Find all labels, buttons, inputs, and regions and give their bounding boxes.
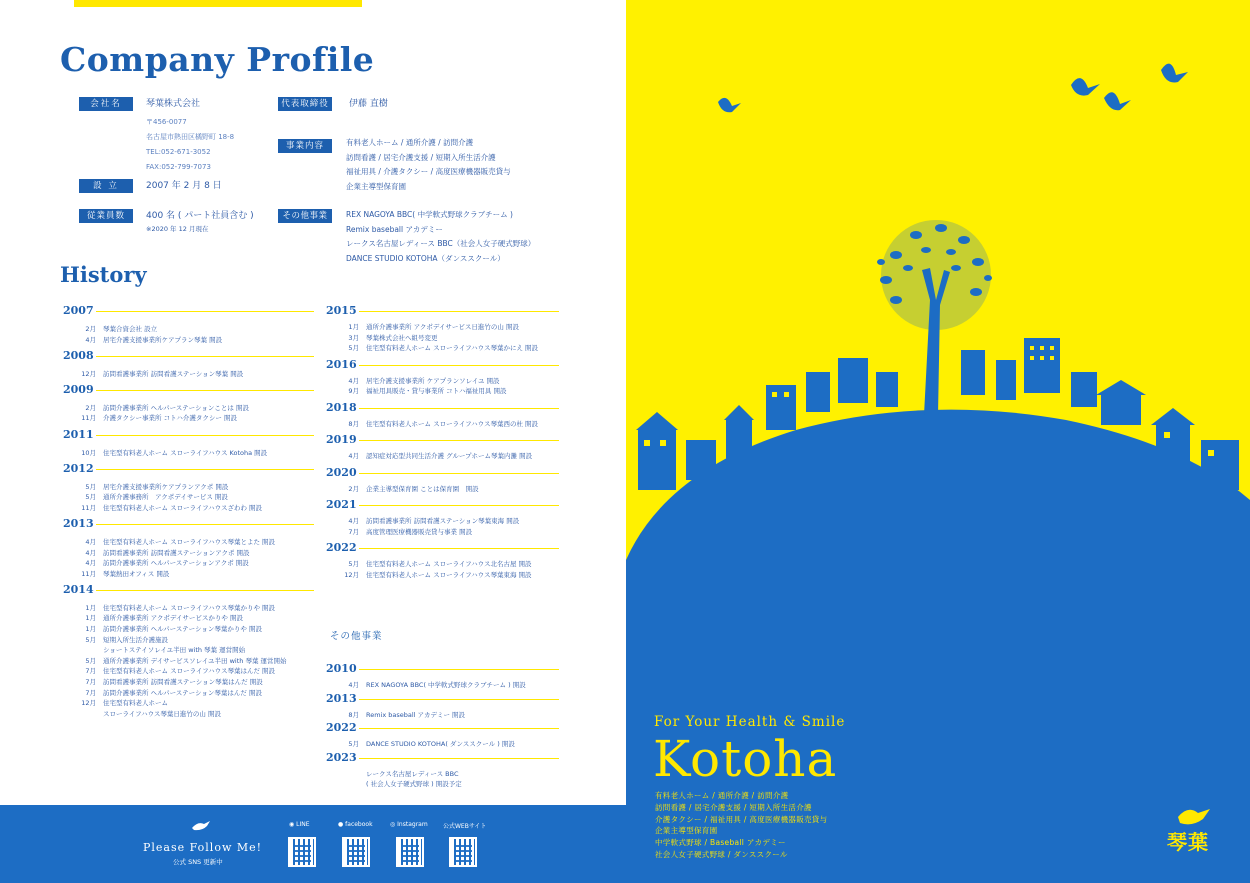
timeline-event bbox=[80, 677, 263, 686]
event-text: 高度管理医療機器販売貸与事業 開設 bbox=[366, 527, 473, 536]
timeline-event bbox=[80, 709, 221, 718]
event-text: 訪問介護事業所 ヘルパーステーション琴葉かりや 開設 bbox=[103, 625, 262, 633]
sns-footer bbox=[0, 805, 626, 883]
timeline-year: 2020 bbox=[326, 465, 357, 479]
timeline-divider bbox=[359, 365, 559, 366]
timeline-event bbox=[80, 624, 262, 633]
instagram-qr-code[interactable] bbox=[396, 837, 424, 867]
timeline-event bbox=[80, 603, 275, 612]
website-link[interactable]: 公式WEBサイト bbox=[443, 823, 487, 830]
event-month: 4月 bbox=[85, 335, 96, 344]
event-month: 5月 bbox=[85, 635, 96, 644]
event-text: 居宅介護支援事業所ケアプラン琴葉 開設 bbox=[103, 335, 223, 344]
timeline-divider bbox=[96, 356, 314, 357]
services-list bbox=[655, 790, 827, 861]
event-text: 住宅型有料老人ホーム スローライフハウス琴葉はんだ 開設 bbox=[103, 667, 276, 676]
event-text: 住宅型有料老人ホーム スローライフハウス琴葉かにえ 開設 bbox=[366, 344, 539, 352]
timeline-event bbox=[343, 527, 472, 536]
timeline-divider bbox=[96, 390, 314, 391]
timeline-year: 2009 bbox=[63, 382, 94, 396]
timeline-event bbox=[80, 503, 262, 512]
event-text: 居宅介護支援事業所 ケアプランソレイユ 開設 bbox=[366, 376, 500, 385]
timeline-divider bbox=[359, 758, 559, 759]
timeline-year: 2007 bbox=[63, 304, 94, 317]
event-text: 住宅型有料老人ホーム スローライフハウス琴葉かりや 開設 bbox=[103, 603, 276, 612]
event-text: Remix baseball アカデミー 開設 bbox=[366, 710, 466, 719]
timeline-event bbox=[80, 558, 249, 567]
timeline-divider bbox=[359, 408, 559, 409]
event-month: 5月 bbox=[85, 656, 96, 665]
event-month: 1月 bbox=[85, 625, 96, 633]
timeline-event bbox=[80, 335, 222, 344]
timeline-event bbox=[343, 376, 500, 385]
timeline-event bbox=[343, 322, 519, 331]
timeline-event bbox=[343, 710, 465, 719]
timeline-event bbox=[343, 516, 519, 525]
timeline-divider bbox=[96, 435, 314, 436]
timeline-event bbox=[80, 666, 275, 675]
timeline-year: 2023 bbox=[326, 750, 357, 764]
event-text: 介護タクシー事業所 コトハ介護タクシー 開設 bbox=[103, 414, 238, 423]
event-text: 琴葉熱田オフィス 開設 bbox=[103, 569, 170, 578]
instagram-icon: ◎ bbox=[390, 821, 398, 828]
other-business-list bbox=[346, 208, 535, 267]
event-text: 通所介護事業所 デイサービスソレイユ半田 with 琴葉 運営開始 bbox=[103, 656, 287, 665]
service-item: 社会人女子硬式野球 / ダンススクール bbox=[655, 849, 788, 859]
event-text: 短期入所生活介護施設 bbox=[103, 635, 168, 644]
event-text: REX NAGOYA BBC( 中学軟式野球クラブチーム ) 開設 bbox=[366, 681, 526, 689]
timeline-event bbox=[343, 570, 532, 579]
business-list bbox=[346, 136, 511, 195]
event-month: 4月 bbox=[348, 681, 359, 689]
timeline-year: 2014 bbox=[63, 582, 94, 596]
employees-note: ※2020 年 12 月現在 bbox=[146, 225, 209, 233]
timeline-event bbox=[80, 548, 250, 557]
timeline-year: 2013 bbox=[326, 691, 357, 705]
company-label: 会社名 bbox=[79, 97, 133, 111]
event-text: レークス名古屋レディース BBC bbox=[366, 769, 459, 778]
timeline-event bbox=[343, 559, 532, 568]
timeline-year: 2019 bbox=[326, 433, 357, 446]
timeline-event bbox=[343, 779, 462, 788]
event-text: 住宅型有料老人ホーム スローライフハウス琴葉東海 開設 bbox=[366, 570, 532, 579]
event-month: 12月 bbox=[81, 369, 96, 378]
timeline-divider bbox=[359, 473, 559, 474]
event-text: 訪問看護事業所 訪問看護ステーション琴葉東海 開設 bbox=[366, 517, 520, 525]
event-month: 4月 bbox=[348, 452, 359, 460]
event-month: 5月 bbox=[348, 560, 359, 568]
timeline-divider bbox=[96, 311, 314, 312]
facebook-qr-code[interactable] bbox=[342, 837, 370, 867]
service-item: 企業主導型保育園 bbox=[655, 826, 718, 836]
timeline-event bbox=[80, 656, 287, 665]
other-business-item: レークス名古屋レディース BBC（社会人女子硬式野球） bbox=[346, 239, 536, 249]
event-month: 10月 bbox=[81, 448, 96, 457]
event-text: 訪問看護事業所 訪問看護ステーション琴葉はんだ 開設 bbox=[103, 678, 263, 686]
timeline-event bbox=[80, 492, 228, 501]
history-title: History bbox=[60, 262, 147, 287]
other-business-label: その他事業 bbox=[278, 209, 332, 223]
event-month: 8月 bbox=[348, 419, 359, 428]
timeline-event bbox=[343, 680, 526, 689]
timeline-event bbox=[80, 645, 245, 654]
brand-name: Kotoha bbox=[653, 730, 838, 788]
timeline-divider bbox=[359, 699, 559, 700]
other-business-item: REX NAGOYA BBC( 中学軟式野球クラブチーム ) bbox=[346, 210, 513, 219]
event-month: 4月 bbox=[85, 537, 96, 546]
event-text: 訪問介護事業所 ヘルパーステーションことは 開設 bbox=[103, 403, 249, 412]
event-text: DANCE STUDIO KOTOHA( ダンススクール ) 開設 bbox=[366, 740, 515, 749]
event-month: 11月 bbox=[81, 569, 96, 578]
event-text: 通所介護事業所 アクポデイサービス日進竹の山 開設 bbox=[366, 323, 519, 331]
event-text: 訪問看護事業所 訪問看護ステーションアクポ 開設 bbox=[103, 548, 250, 557]
event-text: 居宅介護支援事業所ケアプランアクポ 開設 bbox=[103, 482, 229, 491]
timeline-divider bbox=[359, 440, 559, 441]
other-business-item: Remix baseball アカデミー bbox=[346, 224, 443, 234]
address: 名古屋市熱田区橘野町 18-8 bbox=[146, 133, 235, 141]
timeline-event bbox=[80, 688, 262, 697]
event-text: 通所介護事務所 アクポデイサービス 開設 bbox=[103, 493, 228, 502]
event-month: 7月 bbox=[85, 678, 96, 686]
address-block bbox=[146, 115, 234, 175]
event-text: 琴葉合資会社 設立 bbox=[103, 325, 158, 333]
event-month: 12月 bbox=[81, 699, 96, 708]
business-item: 福祉用具 / 介護タクシー / 高度医療機器販売貸与 bbox=[346, 167, 511, 177]
timeline-year: 2018 bbox=[326, 400, 357, 414]
right-page bbox=[626, 0, 1250, 883]
timeline-event bbox=[80, 537, 275, 546]
ceo-label: 代表取締役 bbox=[278, 97, 332, 111]
event-month: 5月 bbox=[348, 740, 359, 749]
event-text: 住宅型有料老人ホーム スローライフハウスざわわ 開設 bbox=[103, 503, 263, 512]
event-month: 5月 bbox=[85, 493, 96, 502]
timeline-year: 2013 bbox=[63, 516, 94, 530]
timeline-year: 2021 bbox=[326, 498, 357, 511]
service-item: 介護タクシー / 福祉用具 / 高度医療機器販売貸与 bbox=[655, 814, 828, 824]
timeline-divider bbox=[359, 548, 559, 549]
timeline-event bbox=[80, 369, 243, 378]
timeline-event bbox=[343, 769, 459, 778]
facebook-link[interactable]: ● facebook bbox=[338, 821, 373, 828]
follow-subtext: 公式 SNS 更新中 bbox=[173, 858, 223, 866]
event-text: 住宅型有料老人ホーム スローライフハウス北名古屋 開設 bbox=[366, 560, 532, 568]
line-link[interactable]: ◉ LINE bbox=[289, 821, 310, 828]
timeline-event bbox=[80, 448, 267, 457]
timeline-year: 2015 bbox=[326, 304, 357, 317]
timeline-event bbox=[80, 635, 168, 644]
timeline-event bbox=[80, 403, 249, 412]
event-text: 住宅型有料老人ホーム スローライフハウス Kotoha 開設 bbox=[103, 448, 268, 457]
timeline-event bbox=[80, 413, 237, 422]
timeline-event bbox=[343, 343, 538, 352]
website-qr-code[interactable] bbox=[449, 837, 477, 867]
event-month: 7月 bbox=[85, 667, 96, 676]
event-month: 2月 bbox=[348, 484, 359, 493]
event-month: 1月 bbox=[85, 603, 96, 612]
event-month: 9月 bbox=[348, 387, 359, 395]
event-month: 4月 bbox=[85, 559, 96, 568]
event-month: 2月 bbox=[85, 325, 96, 333]
line-icon: ◉ bbox=[289, 821, 297, 828]
timeline-event bbox=[80, 613, 243, 622]
event-month: 4月 bbox=[348, 376, 359, 385]
other-history-title: その他事業 bbox=[330, 631, 383, 642]
timeline-event bbox=[80, 569, 169, 578]
service-item: 有料老人ホーム / 通所介護 / 訪問介護 bbox=[655, 791, 789, 800]
event-month: 3月 bbox=[348, 333, 359, 342]
event-month: 11月 bbox=[81, 503, 96, 512]
event-text: 訪問介護事業所 ヘルパーステーションアクポ 開設 bbox=[103, 559, 249, 568]
event-text: 住宅型有料老人ホーム スローライフハウス琴葉とよた 開設 bbox=[103, 537, 276, 546]
timeline-year: 2008 bbox=[63, 348, 94, 362]
timeline-year: 2010 bbox=[326, 662, 357, 675]
timeline-divider bbox=[96, 524, 314, 525]
timeline-year: 2012 bbox=[63, 461, 94, 475]
page-title: Company Profile bbox=[60, 40, 375, 79]
timeline-event bbox=[343, 333, 438, 342]
tagline: For Your Health & Smile bbox=[654, 714, 846, 730]
bird-icon bbox=[190, 819, 212, 833]
company-name: 琴葉株式会社 bbox=[146, 99, 201, 109]
business-item: 有料老人ホーム / 通所介護 / 訪問介護 bbox=[346, 138, 474, 147]
event-month: 7月 bbox=[348, 527, 359, 536]
event-month: 8月 bbox=[348, 710, 359, 719]
timeline-year: 2011 bbox=[63, 427, 94, 441]
business-item: 訪問看護 / 居宅介護支援 / 短期入所生活介護 bbox=[346, 152, 496, 162]
timeline-divider bbox=[359, 505, 559, 506]
timeline-year: 2022 bbox=[326, 721, 357, 735]
event-month: 1月 bbox=[348, 323, 359, 331]
event-text: 認知症対応型共同生活介護 グループホーム琴葉内灘 開設 bbox=[366, 452, 533, 460]
event-text: スローライフハウス琴葉日進竹の山 開設 bbox=[103, 709, 221, 718]
timeline-event bbox=[343, 739, 515, 748]
postal-code: 〒456-0077 bbox=[146, 118, 187, 126]
timeline-divider bbox=[359, 311, 559, 312]
event-month: 5月 bbox=[85, 482, 96, 491]
event-month: 7月 bbox=[85, 688, 96, 697]
service-item: 中学軟式野球 / Baseball アカデミー bbox=[655, 838, 786, 848]
ceo-name: 伊藤 直樹 bbox=[349, 99, 388, 109]
service-item: 訪問看護 / 居宅介護支援 / 短期入所生活介護 bbox=[655, 802, 812, 812]
timeline-event bbox=[80, 698, 168, 707]
instagram-link[interactable]: ◎ Instagram bbox=[390, 821, 428, 828]
event-month: 1月 bbox=[85, 614, 96, 623]
event-text: 通所介護事業所 アクポデイサービスかりや 開設 bbox=[103, 614, 243, 623]
event-text: 琴葉株式会社へ組号変更 bbox=[366, 333, 438, 342]
event-month: 5月 bbox=[348, 344, 359, 352]
event-text: 訪問看護事業所 訪問看護ステーション琴葉 開設 bbox=[103, 369, 244, 378]
event-month: 4月 bbox=[85, 548, 96, 557]
top-accent-bar bbox=[74, 0, 362, 7]
line-qr-code[interactable] bbox=[288, 837, 316, 867]
timeline-divider bbox=[359, 669, 559, 670]
follow-text: Please Follow Me! bbox=[143, 841, 263, 854]
timeline-event bbox=[343, 451, 532, 460]
event-month: 4月 bbox=[348, 517, 359, 525]
timeline-year: 2016 bbox=[326, 357, 357, 371]
timeline-divider bbox=[96, 469, 314, 470]
employees-count: 400 名 ( パート社員含む ) bbox=[146, 211, 254, 221]
other-business-item: DANCE STUDIO KOTOHA（ダンススクール） bbox=[346, 254, 505, 264]
event-text: 住宅型有料老人ホーム bbox=[103, 699, 168, 708]
event-month: 11月 bbox=[81, 414, 96, 423]
facebook-icon: ● bbox=[338, 821, 346, 828]
event-text: 企業主導型保育園 ことは保育園 開設 bbox=[366, 484, 479, 493]
established-label: 設 立 bbox=[79, 179, 133, 193]
event-text: 福祉用具販売・貸与事業所 コトハ福祉用具 開設 bbox=[366, 387, 507, 395]
logo-text: 琴葉 bbox=[1167, 830, 1209, 854]
timeline-event bbox=[80, 482, 228, 491]
event-text: 訪問介護事業所 ヘルパーステーション琴葉はんだ 開設 bbox=[103, 688, 262, 697]
established-date: 2007 年 2 月 8 日 bbox=[146, 181, 222, 191]
fax: FAX:052-799-7073 bbox=[146, 163, 211, 171]
event-month: 2月 bbox=[85, 403, 96, 412]
event-month: 12月 bbox=[344, 570, 359, 579]
event-text: ( 社会人女子硬式野球 ) 開設予定 bbox=[366, 780, 462, 789]
timeline-divider bbox=[359, 728, 559, 729]
timeline-divider bbox=[96, 590, 314, 591]
phone: TEL:052-671-3052 bbox=[146, 148, 211, 156]
timeline-event bbox=[343, 386, 507, 395]
timeline-event bbox=[343, 419, 538, 428]
employees-label: 従業員数 bbox=[79, 209, 133, 223]
event-text: ショートステイソレイユ半田 with 琴葉 運営開始 bbox=[103, 646, 246, 655]
timeline-event bbox=[343, 484, 479, 493]
event-text: 住宅型有料老人ホーム スローライフハウス琴葉西の杜 開設 bbox=[366, 419, 539, 428]
timeline-year: 2022 bbox=[326, 541, 357, 554]
business-label: 事業内容 bbox=[278, 139, 332, 153]
business-item: 企業主導型保育園 bbox=[346, 182, 406, 192]
timeline-event bbox=[80, 324, 157, 333]
